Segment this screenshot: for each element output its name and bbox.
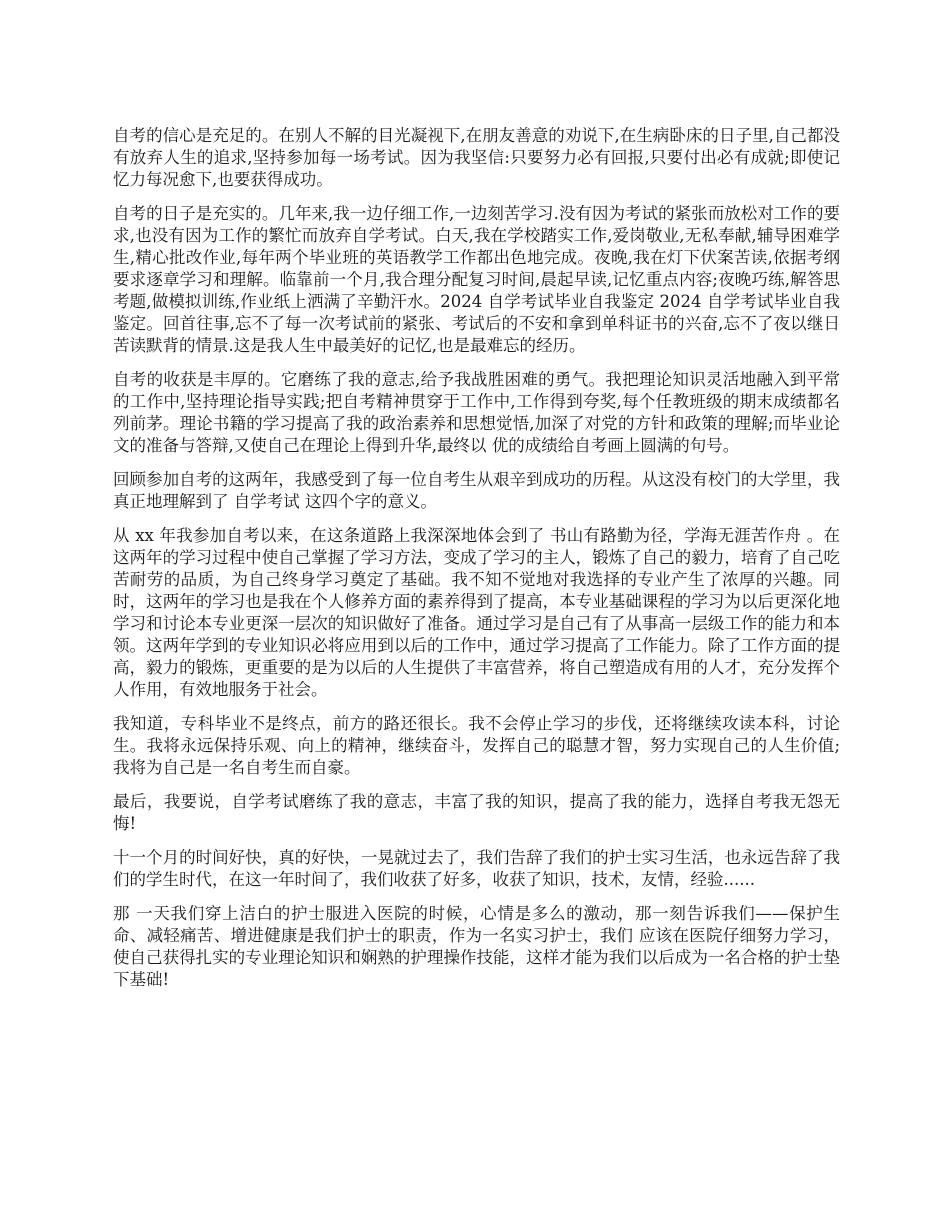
paragraph: 自考的信心是充足的。在别人不解的目光凝视下,在朋友善意的劝说下,在生病卧床的日子里,自己都没有放弃人生的追求,坚持参加每一场考试。因为我坚信:只要努力必有回报,只要付出必有成就;即使记忆力每况愈下,也要获得成功。 [113, 126, 840, 189]
paragraph: 我知道，专科毕业不是终点，前方的路还很长。我不会停止学习的步伐，还将继续攻读本科，讨论生。我将永远保持乐观、向上的精神，继续奋斗，发挥自己的聪慧才智，努力实现自己的人生价值;我将为自己是一名自考生而自豪。 [113, 714, 840, 777]
paragraph: 从 xx 年我参加自考以来，在这条道路上我深深地体会到了 书山有路勤为径，学海无涯苦作舟 。在这两年的学习过程中使自己掌握了学习方法，变成了学习的主人，锻炼了自己的毅力，培育了自己吃苦耐劳的品质，为自己终身学习奠定了基础。我不知不觉地对我选择的专业产生了浓厚的兴趣。同时，这两年的学习也是我在个人修养方面的素养得到了提高，本专业基础课程的学习为以后更深化地学习和讨论本专业更深一层次的知识做好了准备。通过学习是自己有了从事高一层级工作的能力和本领。这两年学到的专业知识必将应用到以后的工作中，通过学习提高了工作能力。除了工作方面的提高，毅力的锻炼，更重要的是为以后的人生提供了丰富营养，将自己塑造成有用的人才，充分发挥个人作用，有效地服务于社会。 [113, 526, 840, 699]
paragraph: 那 一天我们穿上洁白的护士服进入医院的时候，心情是多么的激动，那一刻告诉我们——保护生命、减轻痛苦、增进健康是我们护士的职责，作为一名实习护士，我们 应该在医院仔细努力学习，使自己获得扎实的专业理论知识和娴熟的护理操作技能，这样才能为我们以后成为一名合格的护士垫下基础! [113, 904, 840, 989]
paragraph: 十一个月的时间好快，真的好快，一晃就过去了，我们告辞了我们的护士实习生活，也永远告辞了我们的学生时代，在这一年时间了，我们收获了好多，收获了知识，技术，友情，经验...... [113, 848, 840, 889]
document-body [113, 125, 840, 1003]
paragraph: 自考的收获是丰厚的。它磨练了我的意志,给予我战胜困难的勇气。我把理论知识灵活地融入到平常的工作中,坚持理论指导实践;把自考精神贯穿于工作中,工作得到夸奖,每个任教班级的期末成绩都名列前茅。理论书籍的学习提高了我的政治素养和思想觉悟,加深了对党的方针和政策的理解;而毕业论文的准备与答辩,又使自己在理论上得到升华,最终以 优的成绩给自考画上圆满的句号。 [113, 370, 840, 455]
paragraph: 回顾参加自考的这两年，我感受到了每一位自考生从艰辛到成功的历程。从这没有校门的大学里，我真正地理解到了 自学考试 这四个字的意义。 [113, 470, 840, 511]
paragraph: 自考的日子是充实的。几年来,我一边仔细工作,一边刻苦学习.没有因为考试的紧张而放松对工作的要求,也没有因为工作的繁忙而放弃自学考试。白天,我在学校踏实工作,爱岗敬业,无私奉献,辅导困难学生,精心批改作业,每年两个毕业班的英语教学工作都出色地完成。夜晚,我在灯下伏案苦读,依据考纲要求逐章学习和理解。临靠前一个月,我合理分配复习时间,晨起早读,记忆重点内容;夜晚巧练,解答思考题,做模拟训练,作业纸上洒满了辛勤汗水。2024 自学考试毕业自我鉴定 2024 自学考试毕业自我鉴定。回首往事,忘不了每一次考试前的紧张、考试后的不安和拿到单科证书的兴奋,忘不了夜以继日苦读默背的情景.这是我人生中最美好的记忆,也是最难忘的经历。 [113, 204, 840, 355]
paragraph: 最后，我要说，自学考试磨练了我的意志，丰富了我的知识，提高了我的能力，选择自考我无怨无悔! [113, 792, 840, 833]
